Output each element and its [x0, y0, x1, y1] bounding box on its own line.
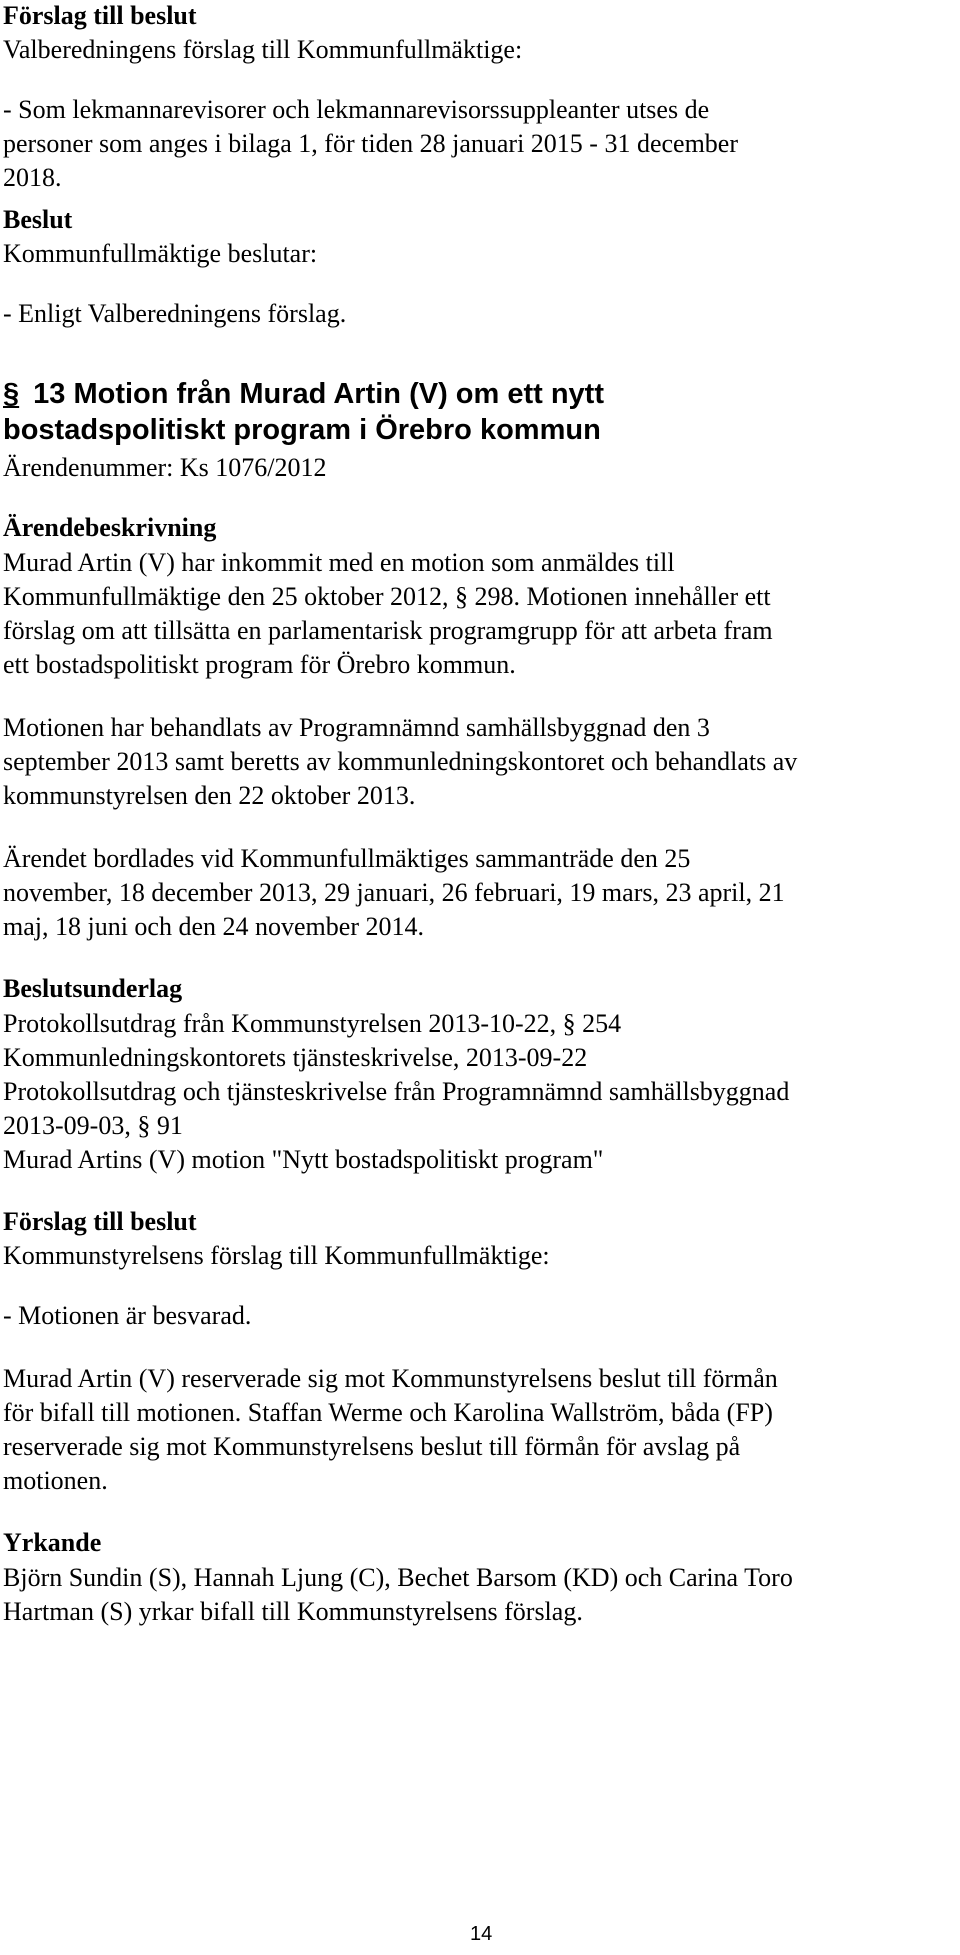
forslag-line: personer som anges i bilaga 1, för tiden 28 januari 2015 - 31 december [3, 129, 738, 158]
section-heading-forslag: Förslag till beslut [3, 1207, 197, 1236]
document-reference: 2013-09-03, § 91 [3, 1111, 183, 1140]
paragraph-line: kommunstyrelsen den 22 oktober 2013. [3, 781, 416, 810]
item-title [3, 376, 604, 412]
forslag-line: - Som lekmannarevisorer och lekmannarevisorssuppleanter utses de [3, 95, 710, 124]
forslag-line: 2018. [3, 163, 62, 192]
paragraph-line: Ärendet bordlades vid Kommunfullmäktiges sammanträde den 25 [3, 844, 691, 873]
item-title-line1: 13 Motion från Murad Artin (V) om ett nytt [33, 378, 604, 410]
document-reference: Kommunledningskontorets tjänsteskrivelse, 2013-09-22 [3, 1043, 588, 1072]
paragraph-line: Murad Artin (V) har inkommit med en motion som anmäldes till [3, 548, 675, 577]
reservation-line: Murad Artin (V) reserverade sig mot Kommunstyrelsens beslut till förmån [3, 1364, 778, 1393]
case-number: Ärendenummer: Ks 1076/2012 [3, 453, 327, 482]
section-heading-yrkande: Yrkande [3, 1528, 102, 1557]
paragraph-line: Kommunfullmäktige den 25 oktober 2012, § 298. Motionen innehåller ett [3, 582, 771, 611]
reservation-line: reserverade sig mot Kommunstyrelsens beslut till förmån för avslag på [3, 1432, 741, 1461]
document-reference: Protokollsutdrag och tjänsteskrivelse från Programnämnd samhällsbyggnad [3, 1077, 790, 1106]
section-heading-beslut: Beslut [3, 205, 73, 234]
item-title-line2: bostadspolitiskt program i Örebro kommun [3, 414, 601, 446]
page-number: 14 [470, 1923, 493, 1945]
section-heading-beslutsunderlag: Beslutsunderlag [3, 974, 183, 1003]
paragraph-line: september 2013 samt beretts av kommunledningskontoret och behandlats av [3, 747, 798, 776]
document-reference: Murad Artins (V) motion "Nytt bostadspolitiskt program" [3, 1145, 604, 1174]
paragraph-line: november, 18 december 2013, 29 januari, 26 februari, 19 mars, 23 april, 21 [3, 878, 785, 907]
forslag-intro: Valberedningens förslag till Kommunfullmäktige: [3, 35, 523, 64]
forslag-intro: Kommunstyrelsens förslag till Kommunfullmäktige: [3, 1241, 550, 1270]
paragraph-line: ett bostadspolitiskt program för Örebro kommun. [3, 650, 516, 679]
beslut-intro: Kommunfullmäktige beslutar: [3, 239, 318, 268]
beslut-item: - Enligt Valberedningens förslag. [3, 299, 347, 328]
paragraph-line: förslag om att tillsätta en parlamentarisk programgrupp för att arbeta fram [3, 616, 773, 645]
yrkande-line: Hartman (S) yrkar bifall till Kommunstyrelsens förslag. [3, 1597, 583, 1626]
section-heading-arendebeskrivning: Ärendebeskrivning [3, 513, 217, 542]
forslag-item: - Motionen är besvarad. [3, 1301, 252, 1330]
paragraph-line: maj, 18 juni och den 24 november 2014. [3, 912, 424, 941]
document-reference: Protokollsutdrag från Kommunstyrelsen 2013-10-22, § 254 [3, 1009, 622, 1038]
section-heading-forslag: Förslag till beslut [3, 1, 197, 30]
reservation-line: för bifall till motionen. Staffan Werme och Karolina Wallström, båda (FP) [3, 1398, 773, 1427]
reservation-line: motionen. [3, 1466, 108, 1495]
section-sign: § [3, 378, 20, 410]
yrkande-line: Björn Sundin (S), Hannah Ljung (C), Bechet Barsom (KD) och Carina Toro [3, 1563, 793, 1592]
paragraph-line: Motionen har behandlats av Programnämnd samhällsbyggnad den 3 [3, 713, 710, 742]
